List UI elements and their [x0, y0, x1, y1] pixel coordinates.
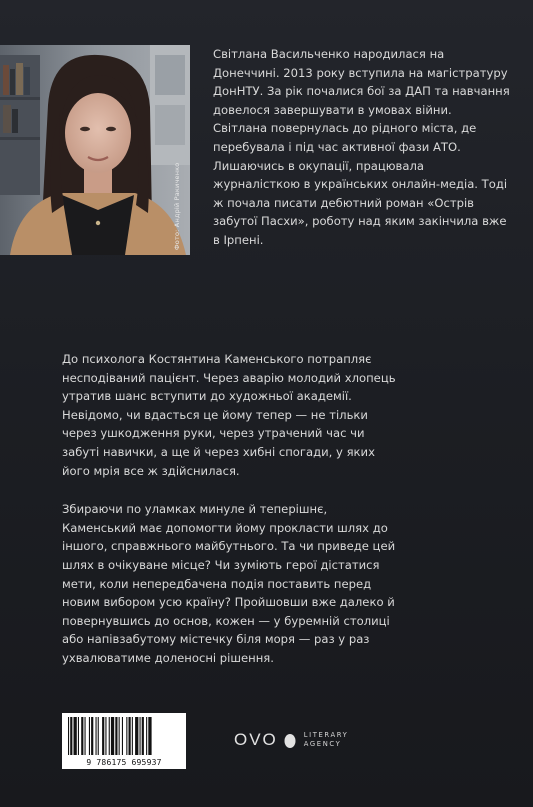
photo-credit: Фото: Андрій Ракиченко — [173, 162, 181, 250]
agency-line: LITERARY — [303, 731, 349, 739]
publisher-agency — [304, 731, 349, 749]
author-bio — [213, 45, 513, 250]
publisher-name: OVO — [234, 730, 278, 749]
agency-line: AGENCY — [303, 740, 342, 748]
book-blurb — [62, 350, 402, 688]
blurb-paragraph: До психолога Костянтина Каменського потрапляє несподіваний пацієнт. Через аварію молодий хлопець утратив шанс вступити до художньої академії. Невідомо, чи вдасться це йому тепер — не тільки через ушкодження руки, через утрачений час чи забуті навички, а ще й через хибні спогади, у яких його мрія все ж здійснилася. — [62, 352, 396, 478]
egg-icon — [284, 732, 296, 748]
blurb-paragraph: Збираючи по уламках минуле й теперішнє, Каменський має допомогти йому прокласти шлях до іншого, справжнього майбутнього. Та чи приведе цей шлях в очікуване місце? Чи зуміють герої дістатися мети, коли непередбачена подія поставить перед новим вибором усю країну? Пройшовши вже далеко й повернувшись до основ, кожен — у буремній столиці або напівзабутому містечку біля моря — раз у раз ухвалюватиме доленосні рішення. — [62, 502, 396, 665]
isbn-digits: 9 786175 695937 — [86, 758, 162, 767]
author-portrait-image — [0, 45, 190, 255]
author-bio-paragraph: Світлана повернулась до рідного міста, де перебувала і під час активної фази АТО. Лишаючись в окупації, працювала журналісткою в українських онлайн-медіа. Тоді ж почала писати дебютний роман «Острів забутої Пасхи», роботу над яким закінчила вже в Ірпені. — [213, 121, 508, 247]
isbn-barcode — [62, 713, 186, 769]
author-photo — [0, 45, 190, 255]
author-bio-paragraph: Світлана Васильченко народилася на Донеччині. 2013 року вступила на магістратуру ДонНТУ. За рік почалися бої за ДАП та навчання довелося завершувати в умовах війни. — [213, 47, 510, 117]
barcode-bars — [68, 717, 180, 755]
publisher-logo — [234, 728, 348, 752]
